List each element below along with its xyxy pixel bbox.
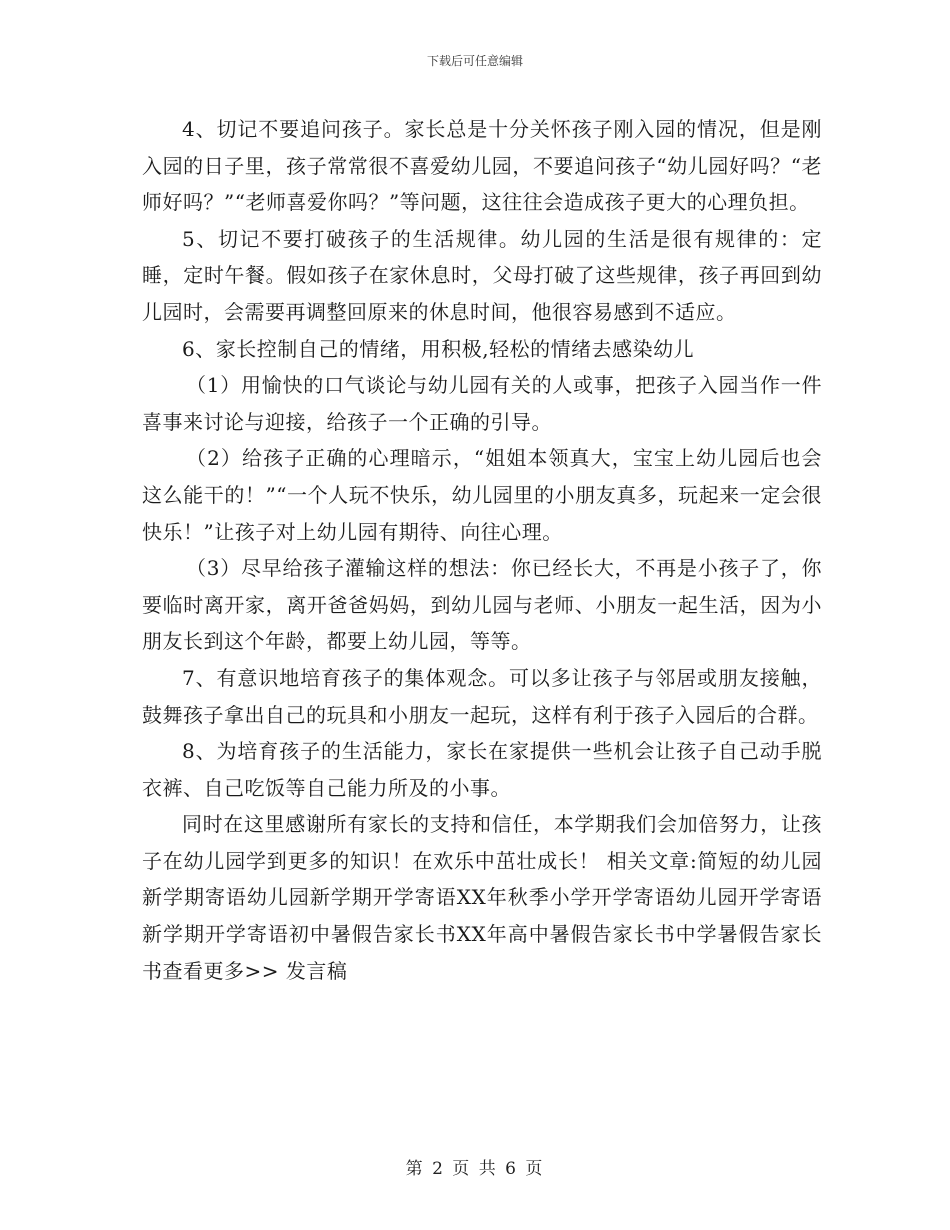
page-number: 第 2 页 共 6 页 [405, 1159, 545, 1179]
paragraph-7: 7、有意识地培育孩子的集体观念。可以多让孩子与邻居或朋友接触，鼓舞孩子拿出自己的玩具和小朋友一起玩，这样有利于孩子入园后的合群。 [142, 665, 822, 727]
paragraph-6-3: （3）尽早给孩子灌输这样的想法：你已经长大，不再是小孩子了，你要临时离开家，离开爸爸妈妈，到幼儿园与老师、小朋友一起生活，因为小朋友长到这个年龄，都要上幼儿园，等等。 [142, 556, 822, 654]
paragraph-8: 8、为培育孩子的生活能力，家长在家提供一些机会让孩子自己动手脱衣裤、自己吃饭等自己能力所及的小事。 [142, 739, 822, 800]
paragraph-4: 4、切记不要追问孩子。家长总是十分关怀孩子刚入园的情况，但是刚入园的日子里，孩子常常很不喜爱幼儿园，不要追问孩子“幼儿园好吗？“老师好吗？”“老师喜爱你吗？”等问题，这往往会造成孩子更大的心理负担。 [142, 117, 822, 215]
paragraph-6: 6、家长控制自己的情绪，用积极,轻松的情绪去感染幼儿 [182, 336, 695, 361]
paragraph-6-1: （1）用愉快的口气谈论与幼儿园有关的人或事，把孩子入园当作一件喜事来讨论与迎接，给孩子一个正确的引导。 [142, 373, 822, 434]
paragraph-closing: 同时在这里感谢所有家长的支持和信任，本学期我们会加倍努力，让孩子在幼儿园学到更多的知识！在欢乐中茁壮成长！ 相关文章:简短的幼儿园新学期寄语幼儿园新学期开学寄语XX年秋季小学开学寄语幼儿园开学寄语新学期开学寄语初中暑假告家长书XX年高中暑假告家长书中学暑假告家长书查看更多>> 发言稿 [142, 812, 822, 983]
paragraph-5: 5、切记不要打破孩子的生活规律。幼儿园的生活是很有规律的：定睡，定时午餐。假如孩子在家休息时，父母打破了这些规律，孩子再回到幼儿园时，会需要再调整回原来的休息时间，他很容易感到不适应。 [142, 226, 822, 324]
page-header: 下载后可任意编辑 [426, 54, 523, 68]
paragraph-6-2: （2）给孩子正确的心理暗示，“姐姐本领真大，宝宝上幼儿园后也会这么能干的！”“一个人玩不快乐，幼儿园里的小朋友真多，玩起来一定会很快乐！”让孩子对上幼儿园有期待、向往心理。 [142, 446, 822, 544]
document-body [142, 111, 822, 989]
